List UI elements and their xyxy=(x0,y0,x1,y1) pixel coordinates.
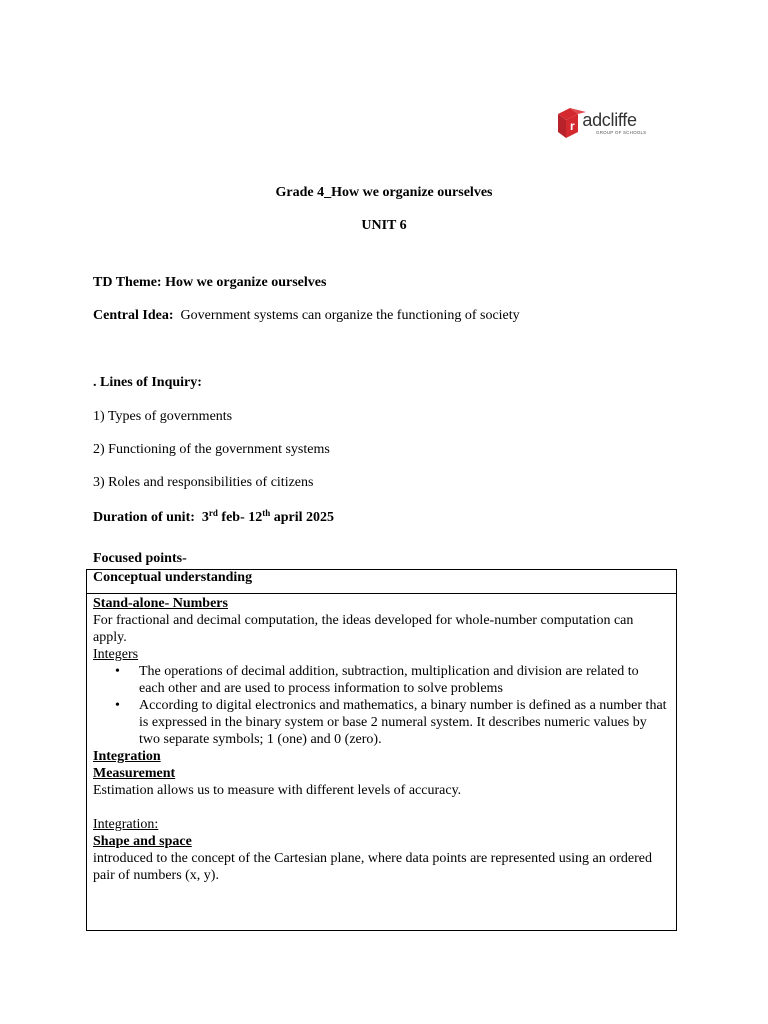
conceptual-understanding-table xyxy=(86,569,677,931)
inquiry-item: 1) Types of governments xyxy=(93,409,233,424)
measurement-heading: Measurement xyxy=(93,766,176,781)
lines-of-inquiry-label: . Lines of Inquiry: xyxy=(93,375,202,390)
logo-wordmark: $_r$ adcliffe xyxy=(570,110,637,133)
inquiry-item: 3) Roles and responsibilities of citizens xyxy=(93,475,314,490)
central-idea-text: Government systems can organize the functioning of society xyxy=(180,308,520,323)
duration-start-day: 3 xyxy=(201,510,209,525)
logo-subtitle: GROUP OF SCHOOLS xyxy=(596,130,647,135)
document-title: Grade 4_How we organize ourselves xyxy=(275,185,493,200)
list-item: • According to digital electronics and mathematics, a binary number is defined as a number that is expressed in the binary system or base 2 numeral system. It describes numeric values by two separate symbols; 1 (one) and 0 (zero). xyxy=(115,698,667,747)
shape-space-heading: Shape and space xyxy=(93,834,192,849)
list-item: • The operations of decimal addition, subtraction, multiplication and division are related to each other and are used to process information to solve problems xyxy=(115,664,639,696)
duration-end-sup: th xyxy=(262,508,271,518)
table-header-row xyxy=(87,570,676,594)
bullet-icon: • xyxy=(115,698,120,713)
focused-points-label: Focused points- xyxy=(93,551,187,566)
duration-line xyxy=(93,510,334,526)
duration-label: Duration of unit: xyxy=(93,510,195,525)
integration-subheading: Integration: xyxy=(93,817,159,832)
central-idea-line xyxy=(93,308,520,324)
duration-end: april 2025 xyxy=(270,510,335,525)
central-idea-label: Central Idea: xyxy=(93,308,174,323)
table-header: Conceptual understanding xyxy=(93,570,253,585)
theme-line: TD Theme: How we organize ourselves xyxy=(93,275,327,290)
radcliffe-logo xyxy=(556,104,660,140)
table-body xyxy=(93,595,667,884)
duration-start-sup: rd xyxy=(208,508,218,518)
measurement-text: Estimation allows us to measure with different levels of accuracy. xyxy=(93,783,462,798)
standalone-text: For fractional and decimal computation, the ideas developed for whole-number computation can apply. xyxy=(93,613,634,645)
bullet-icon: • xyxy=(115,664,120,679)
integration-heading: Integration xyxy=(93,749,161,764)
unit-label: UNIT 6 xyxy=(361,218,407,233)
standalone-heading: Stand-alone- Numbers xyxy=(93,596,228,611)
duration-mid: feb- 12 xyxy=(217,510,263,525)
shape-space-text: introduced to the concept of the Cartesian plane, where data points are represented using an ordered pair of numbers (x, y). xyxy=(93,851,653,883)
inquiry-item: 2) Functioning of the government systems xyxy=(93,442,330,457)
integers-list xyxy=(93,663,667,748)
integers-heading: Integers xyxy=(93,647,139,662)
